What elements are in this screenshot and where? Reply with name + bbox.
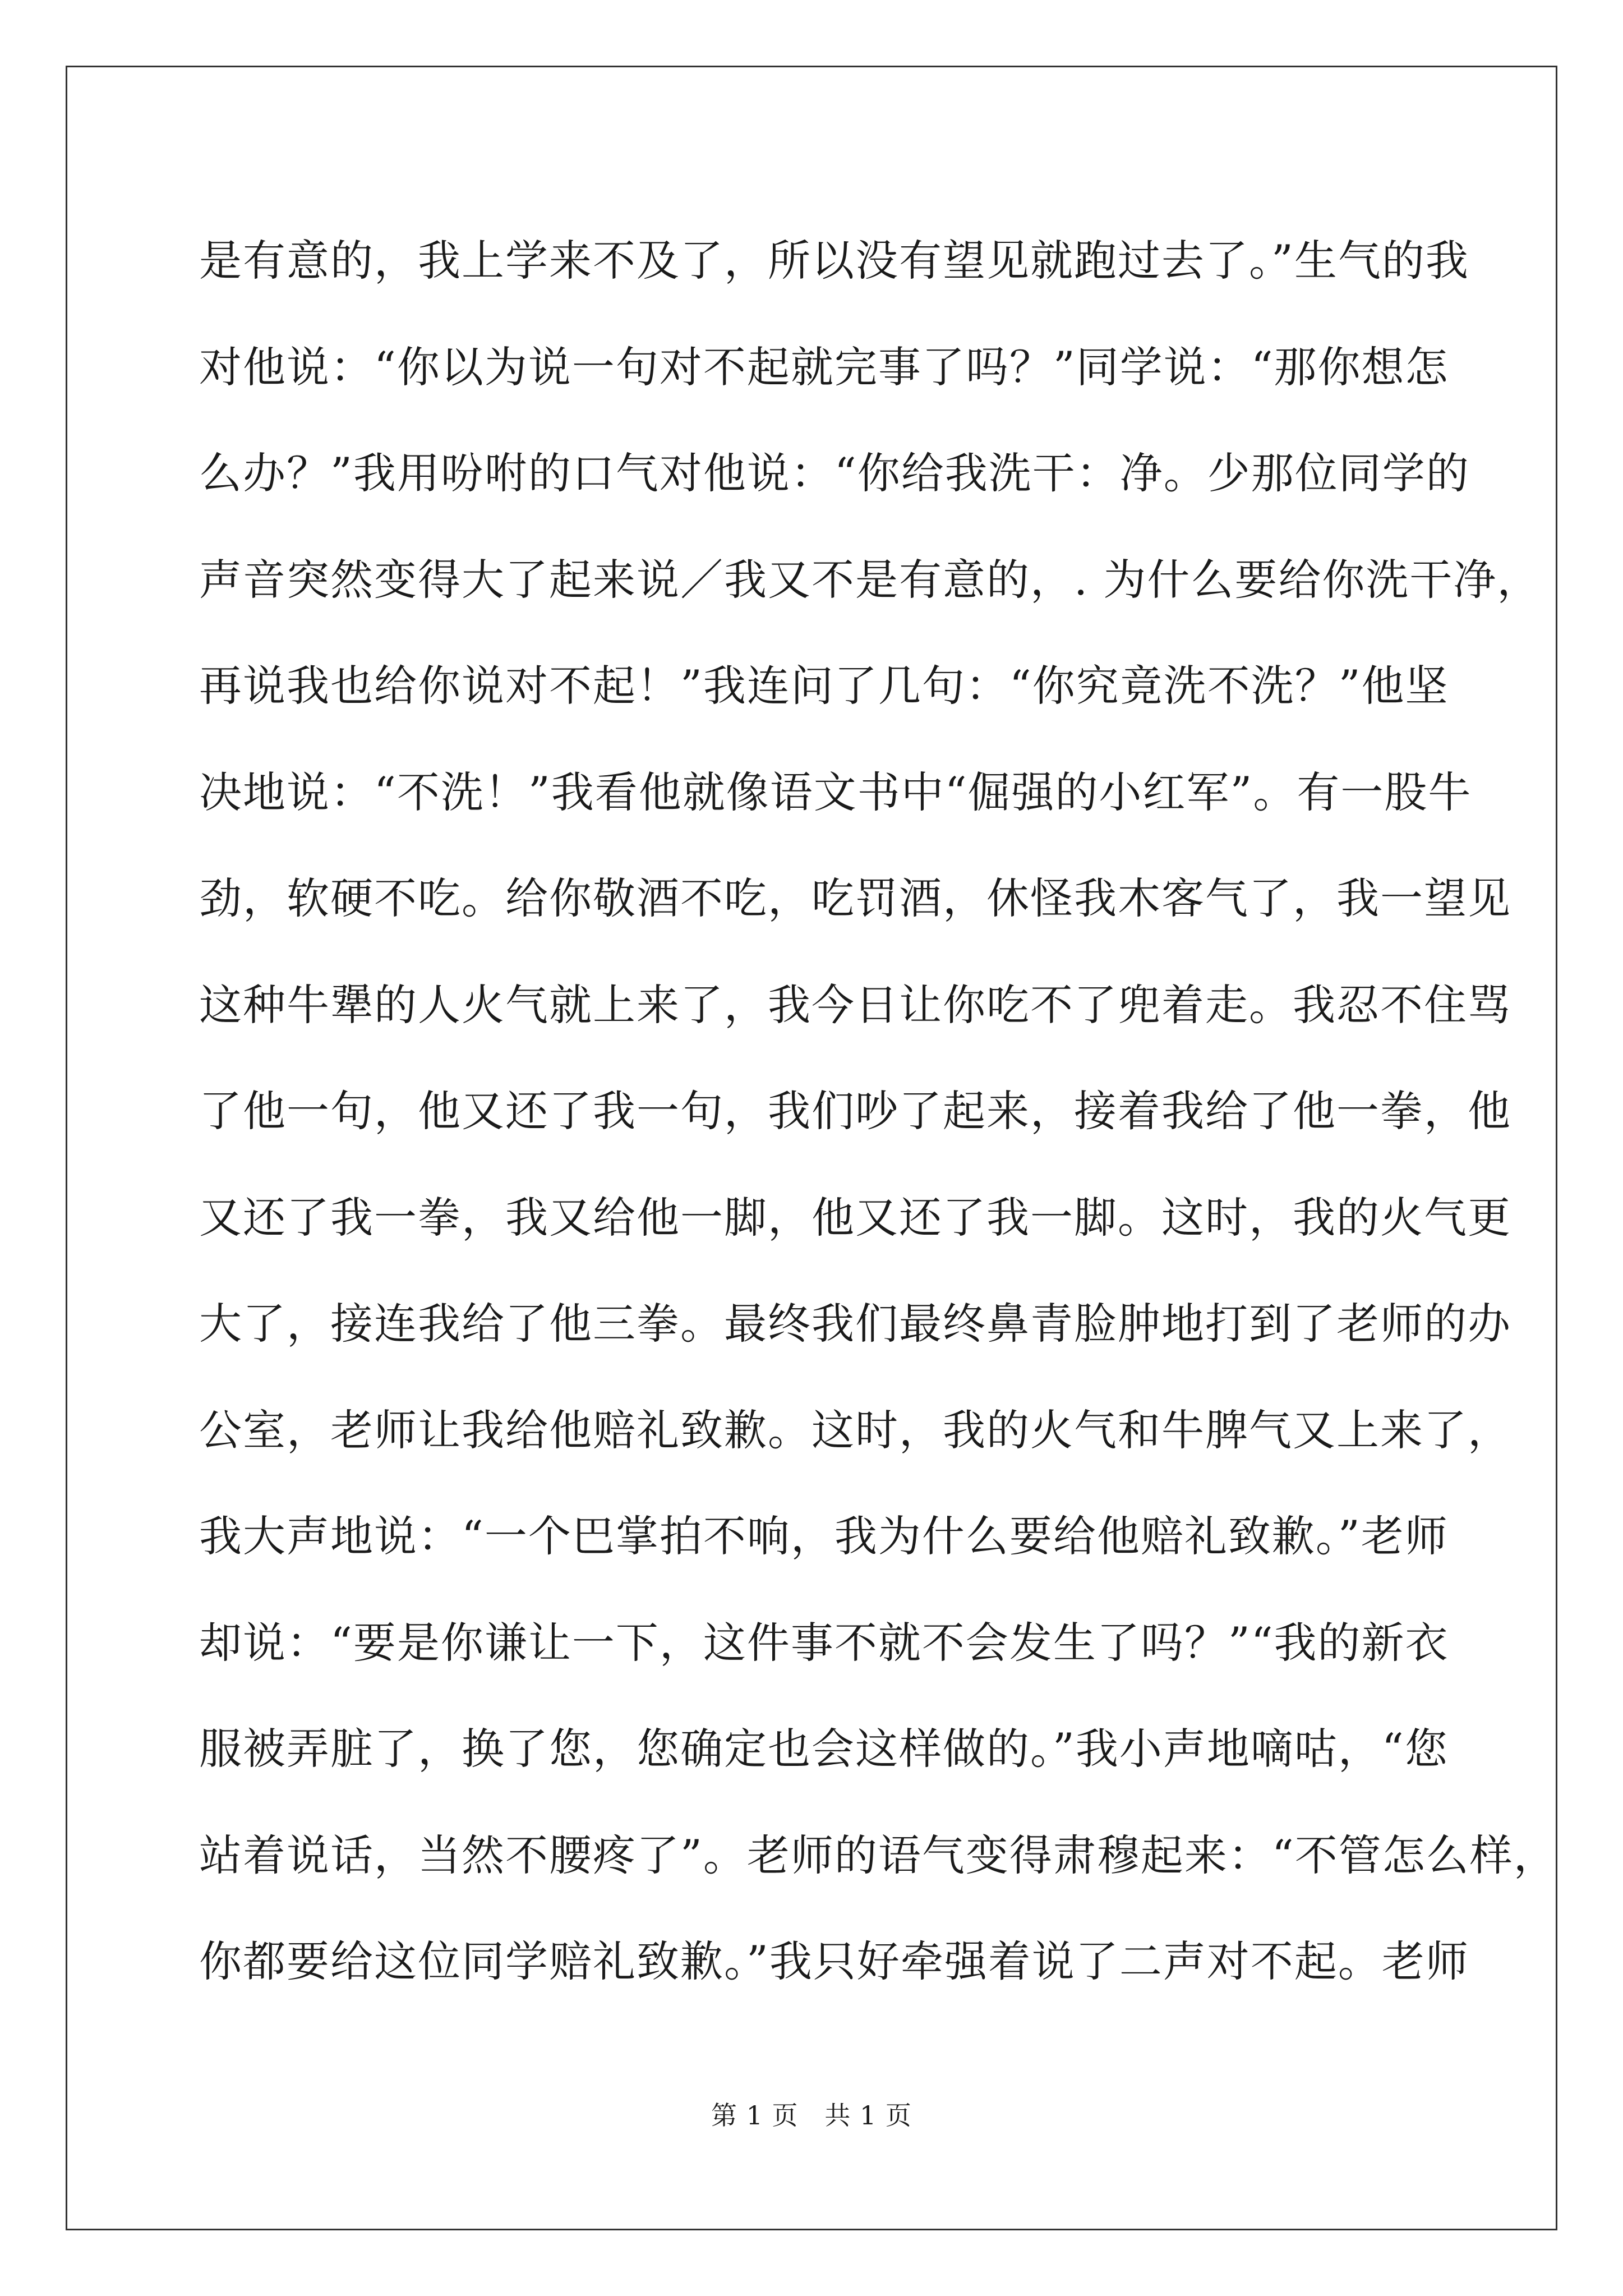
text-line-13: 我大声地说：“一个巴掌拍不响，我为什么要给他赔礼致歉。”老师	[199, 1511, 1449, 1561]
text-line-8: 这种牛犟的人火气就上来了，我今日让你吃不了兜着走。我忍不住骂	[199, 979, 1511, 1030]
text-line-14: 却说：“要是你谦让一下，这件事不就不会发生了吗？”“我的新衣	[199, 1617, 1449, 1668]
text-line-5: 再说我也给你说对不起！”我连问了几句：“你究竟洗不洗？”他坚	[199, 661, 1449, 711]
text-line-7: 劲，软硬不吃。给你敬酒不吃，吃罚酒，休怪我木客气了，我一望见	[199, 873, 1511, 923]
text-line-3: 么办？”我用吩咐的口气对他说：“你给我洗干：净。少那位同学的	[199, 448, 1470, 498]
text-line-11: 大了，接连我给了他三拳。最终我们最终鼻青脸肿地打到了老师的办	[199, 1299, 1511, 1349]
page-number-footer: 第 1 页 共 1 页	[711, 2100, 912, 2131]
text-line-2: 对他说：“你以为说一句对不起就完事了吗？”同学说：“那你想怎	[199, 342, 1449, 392]
text-line-9: 了他一句，他又还了我一句，我们吵了起来，接着我给了他一拳，他	[199, 1086, 1511, 1136]
text-line-1: 是有意的，我上学来不及了，所以没有望见就跑过去了。”生气的我	[199, 236, 1469, 286]
text-line-15: 服被弄脏了，换了您，您确定也会这样做的。”我小声地嘀咕，“您	[199, 1724, 1449, 1774]
text-line-17: 你都要给这位同学赔礼致歉。”我只好牵强着说了二声对不起。老师	[199, 1936, 1469, 1986]
text-line-4: 声音突然变得大了起来说／我又不是有意的，. 为什么要给你洗干净，	[199, 554, 1541, 605]
text-line-10: 又还了我一拳，我又给他一脚，他又还了我一脚。这时，我的火气更	[199, 1192, 1511, 1243]
text-line-6: 决地说：“不洗！”我看他就像语文书中“倔强的小红军”。有一股牛	[199, 767, 1472, 817]
text-line-12: 公室，老师让我给他赔礼致歉。这时，我的火气和牛脾气又上来了，	[199, 1405, 1511, 1455]
document-body	[199, 216, 1557, 2023]
text-line-16: 站着说话，当然不腰疼了”。老师的语气变得肃穆起来：“不管怎么样，	[199, 1830, 1557, 1880]
